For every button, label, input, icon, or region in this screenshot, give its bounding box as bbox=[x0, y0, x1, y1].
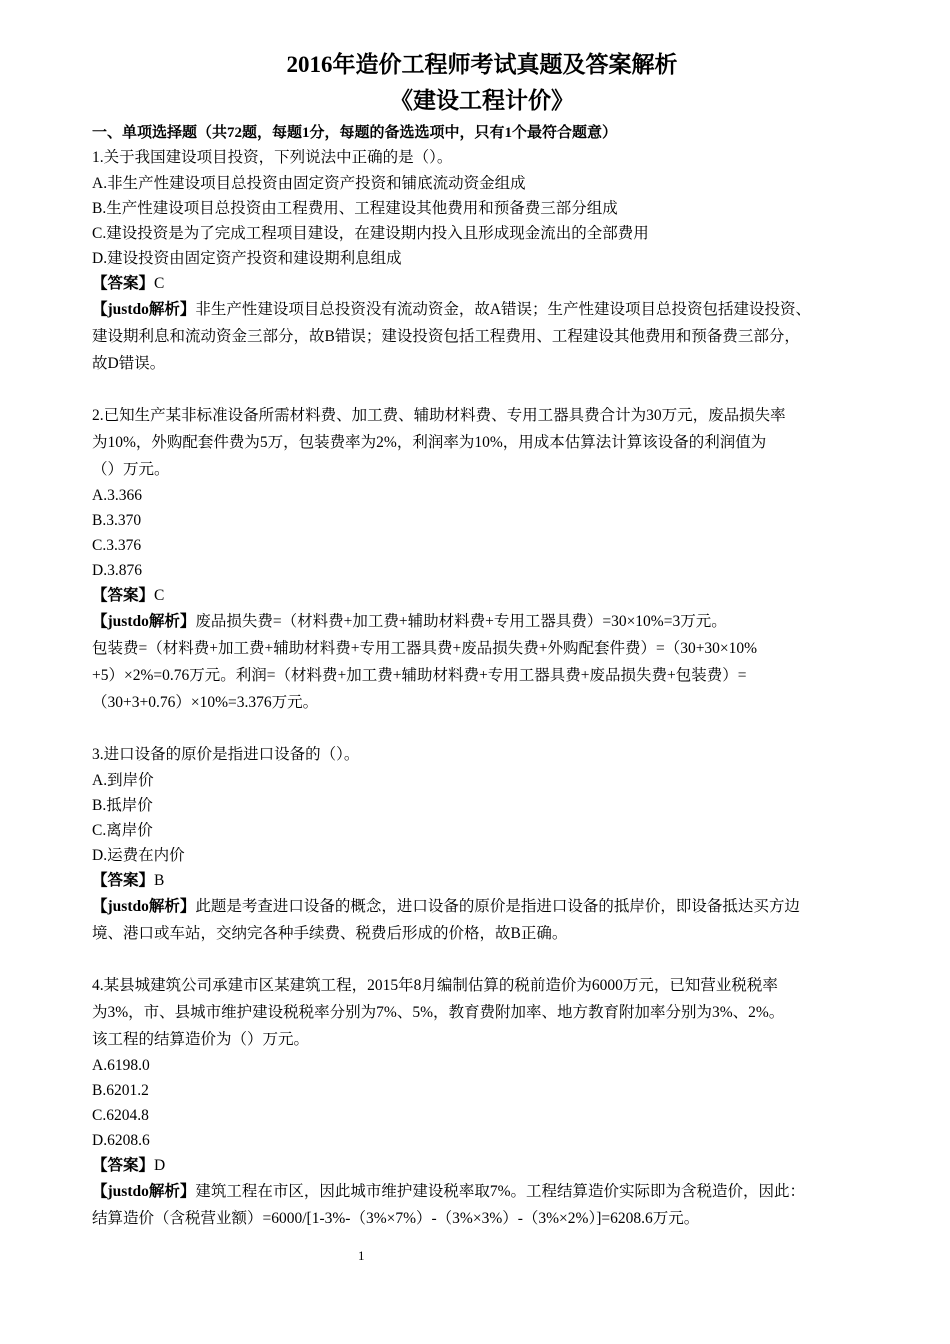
question-spacer bbox=[92, 377, 872, 402]
analysis-text: 建设期利息和流动资金三部分，故B错误；建设投资包括工程费用、工程建设其他费用和预备费三部分， bbox=[92, 328, 800, 345]
answer-option: C.离岸价 bbox=[92, 822, 153, 839]
answer-value: C bbox=[154, 275, 165, 292]
answer-option: C.6204.8 bbox=[92, 1107, 149, 1124]
answer-line bbox=[92, 868, 872, 893]
analysis-line bbox=[92, 893, 872, 920]
analysis-line bbox=[92, 608, 872, 635]
answer-value: B bbox=[154, 872, 165, 889]
question-stem-line: 2.已知生产某非标准设备所需材料费、加工费、辅助材料费、专用工器具费合计为30万元，废品损失率 bbox=[92, 407, 786, 424]
question-stem-line: 1.关于我国建设项目投资，下列说法中正确的是（）。 bbox=[92, 149, 453, 166]
answer-option: A.3.366 bbox=[92, 487, 142, 504]
question-3 bbox=[92, 741, 872, 947]
question-stem-line: 为10%，外购配套件费为5万，包装费率为2%，利润率为10%，用成本估算法计算该设备的利润值为 bbox=[92, 434, 767, 451]
analysis-line bbox=[92, 689, 872, 716]
question-stem-line: 3.进口设备的原价是指进口设备的（）。 bbox=[92, 746, 360, 763]
analysis-text: 故D错误。 bbox=[92, 355, 166, 372]
question-2 bbox=[92, 402, 872, 716]
answer-option: A.6198.0 bbox=[92, 1057, 150, 1074]
answer-line bbox=[92, 1153, 872, 1178]
answer-option: A.到岸价 bbox=[92, 772, 154, 789]
question-stem-line: 4.某县城建筑公司承建市区某建筑工程，2015年8月编制估算的税前造价为6000万元，已知营业税税率 bbox=[92, 977, 778, 994]
answer-option: D.6208.6 bbox=[92, 1132, 150, 1149]
question-1 bbox=[92, 144, 872, 377]
answer-line bbox=[92, 583, 872, 608]
analysis-line bbox=[92, 1178, 872, 1205]
answer-option: B.6201.2 bbox=[92, 1082, 149, 1099]
analysis-text: 非生产性建设项目总投资没有流动资金，故A错误；生产性建设项目总投资包括建设投资、 bbox=[195, 301, 812, 318]
answer-option: D.运费在内价 bbox=[92, 847, 185, 864]
analysis-text: 建筑工程在市区，因此城市维护建设税率取7%。工程结算造价实际即为含税造价，因此： bbox=[195, 1183, 806, 1200]
analysis-line bbox=[92, 635, 872, 662]
analysis-text: 废品损失费=（材料费+加工费+辅助材料费+专用工器具费）=30×10%=3万元。 bbox=[195, 613, 727, 630]
question-4 bbox=[92, 972, 872, 1232]
analysis-line bbox=[92, 296, 872, 323]
answer-option: B.抵岸价 bbox=[92, 797, 153, 814]
answer-label: 【答案】 bbox=[92, 587, 155, 604]
question-stem-line: （）万元。 bbox=[92, 461, 170, 478]
analysis-text: 此题是考查进口设备的概念，进口设备的原价是指进口设备的抵岸价，即设备抵达买方边 bbox=[195, 898, 800, 915]
analysis-line bbox=[92, 350, 872, 377]
document-page bbox=[92, 48, 872, 1232]
answer-option: B.3.370 bbox=[92, 512, 142, 529]
question-spacer bbox=[92, 716, 872, 741]
analysis-text: 结算造价（含税营业额）=6000/[1-3%-（3%×7%）-（3%×3%）-（3%×2%）]=6208.6万元。 bbox=[92, 1210, 700, 1227]
answer-label: 【答案】 bbox=[92, 1157, 155, 1174]
answer-option: C.3.376 bbox=[92, 537, 142, 554]
answer-value: D bbox=[154, 1157, 166, 1174]
question-stem-line: 为3%，市、县城市维护建设税税率分别为7%、5%，教育费附加率、地方教育附加率分别为3%、2%。 bbox=[92, 1004, 785, 1021]
answer-option: D.3.876 bbox=[92, 562, 142, 579]
analysis-text: 境、港口或车站，交纳完各种手续费、税费后形成的价格，故B正确。 bbox=[92, 925, 568, 942]
document-subtitle: 《建设工程计价》 bbox=[390, 88, 574, 113]
answer-option: C.建设投资是为了完成工程项目建设，在建设期内投入且形成现金流出的全部费用 bbox=[92, 225, 649, 242]
analysis-text: （30+3+0.76）×10%=3.376万元。 bbox=[92, 694, 319, 711]
analysis-line bbox=[92, 920, 872, 947]
analysis-text: 包装费=（材料费+加工费+辅助材料费+专用工器具费+废品损失费+外购配套件费）=（30+30×10% bbox=[92, 640, 758, 657]
answer-value: C bbox=[154, 587, 165, 604]
question-spacer bbox=[92, 947, 872, 972]
section-heading: 一、单项选择题（共72题，每题1分，每题的备选选项中，只有1个最符合题意） bbox=[92, 125, 618, 141]
analysis-label: 【justdo解析】 bbox=[92, 613, 196, 630]
analysis-line bbox=[92, 1205, 872, 1232]
analysis-label: 【justdo解析】 bbox=[92, 301, 196, 318]
answer-label: 【答案】 bbox=[92, 872, 155, 889]
analysis-line bbox=[92, 323, 872, 350]
question-list bbox=[92, 144, 872, 1232]
analysis-label: 【justdo解析】 bbox=[92, 898, 196, 915]
page-number: 1 bbox=[358, 1248, 365, 1263]
analysis-line bbox=[92, 662, 872, 689]
question-stem-line: 该工程的结算造价为（）万元。 bbox=[92, 1031, 310, 1048]
answer-option: D.建设投资由固定资产投资和建设期利息组成 bbox=[92, 250, 402, 267]
answer-option: A.非生产性建设项目总投资由固定资产投资和铺底流动资金组成 bbox=[92, 175, 526, 192]
analysis-label: 【justdo解析】 bbox=[92, 1183, 196, 1200]
answer-option: B.生产性建设项目总投资由工程费用、工程建设其他费用和预备费三部分组成 bbox=[92, 200, 618, 217]
answer-label: 【答案】 bbox=[92, 275, 155, 292]
document-title: 2016年造价工程师考试真题及答案解析 bbox=[286, 52, 678, 77]
analysis-text: +5）×2%=0.76万元。利润=（材料费+加工费+辅助材料费+专用工器具费+废品损失费+包装费）= bbox=[92, 667, 747, 684]
answer-line bbox=[92, 271, 872, 296]
